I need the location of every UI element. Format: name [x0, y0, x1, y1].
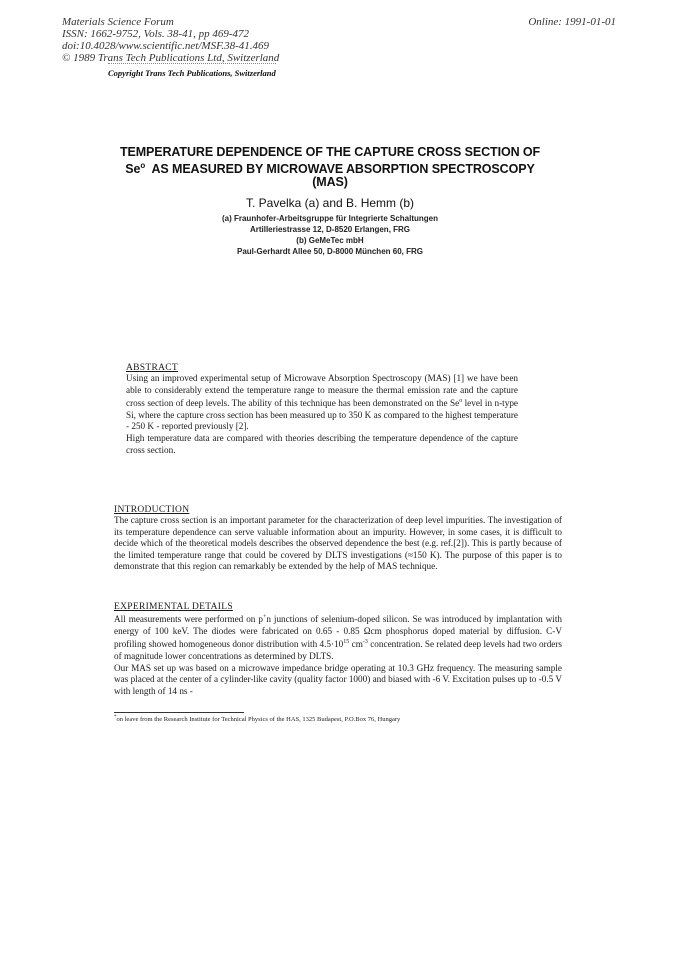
abstract-heading: ABSTRACT	[126, 363, 179, 373]
title-line-2: Se$^o$ AS MEASURED BY MICROWAVE ABSORPTION SPECTROSCOPY	[125, 161, 535, 177]
affiliations	[100, 213, 560, 257]
issn-line: ISSN: 1662-9752, Vols. 38-41, pp 469-472	[62, 28, 249, 40]
abstract-section	[126, 363, 518, 456]
paper-title	[100, 146, 560, 189]
online-date: Online: 1991-01-01	[528, 16, 616, 28]
journal-name: Materials Science Forum	[62, 16, 174, 28]
experimental-paragraph-1: All measurements were performed on p+n junctions of selenium-doped silicon. Se was introduced by implantation with energy of 100 keV. The diodes were fabricated on 0.65 - 0.85 Ωcm phosphorus doped material by diffusion. C-V profiling showed homogeneous donor distribution with $4.5\cdot 10^{15}$ $cm^{-3}$ concentration. Se related deep levels had two orders of magnitude lower concentrations as determined by DLTS.	[114, 614, 562, 661]
authors: T. Pavelka (a) and B. Hemm (b)	[245, 196, 415, 210]
copyright-line: Copyright Trans Tech Publications, Switzerland	[108, 68, 276, 78]
introduction-section	[114, 505, 562, 573]
experimental-section	[114, 602, 562, 697]
affiliation-line: Paul-Gerhardt Allee 50, D-8000 München 60, FRG	[237, 247, 423, 256]
journal-header	[62, 16, 279, 64]
experimental-paragraph-2: Our MAS set up was based on a microwave impedance bridge operating at 10.3 GHz frequency. The measuring sample was placed at the center of a cylinder-like cavity (quality factor 1000) and biased with -6 V. Excitation pulses up to -0.5 V with length of 14 ns -	[114, 662, 562, 696]
header-divider	[108, 63, 276, 64]
abstract-paragraph-1: Using an improved experimental setup of Microwave Absorption Spectroscopy (MAS) [1] we have been able to considerably extend the temperature range to measure the thermal emission rate and the capture cross section of deep levels. The ability of this technique has been demonstrated on the Se$^o$ level in n-type Si, where the capture cross section has been measured up to 350 K as compared to the highest temperature - 250 K - reported previously [2].	[126, 373, 518, 432]
footnote-rule	[114, 712, 244, 713]
introduction-text: The capture cross section is an important parameter for the characterization of deep level impurities. The investigation of its temperature dependence can serve valuable information about an impurity. However, in some cases, it is difficult to decide which of the theoretical models describes the observed dependence the best (e.g. ref.[2]). This is partly because of the limited temperature range that could be covered by DLTS investigations (≈150 K). The purpose of this paper is to demonstrate that this region can remarkably be extended by the help of MAS technique.	[114, 515, 562, 572]
introduction-heading: INTRODUCTION	[114, 505, 190, 515]
title-line-3: (MAS)	[312, 175, 348, 190]
experimental-heading: EXPERIMENTAL DETAILS	[114, 602, 233, 612]
footnote-text: on leave from the Research Institute for Technical Physics of the HAS, 1325 Budapest, P.O.Box 76, Hungary	[116, 716, 401, 724]
title-line-1: TEMPERATURE DEPENDENCE OF THE CAPTURE CROSS SECTION OF	[119, 145, 541, 159]
affiliation-line: (b) GeMeTec mbH	[296, 236, 364, 245]
abstract-paragraph-2: High temperature data are compared with theories describing the temperature dependence of the capture cross section.	[126, 433, 518, 455]
publisher-line: © 1989 Trans Tech Publications Ltd, Switzerland	[62, 52, 280, 64]
affiliation-line: Artilleriestrasse 12, D-8520 Erlangen, FRG	[249, 225, 411, 234]
footnote-mark: *	[114, 715, 117, 720]
doi-line: doi:10.4028/www.scientific.net/MSF.38-41.469	[62, 40, 270, 52]
footnote	[114, 715, 562, 723]
affiliation-line: (a) Fraunhofer-Arbeitsgruppe für Integrierte Schaltungen	[221, 214, 438, 223]
